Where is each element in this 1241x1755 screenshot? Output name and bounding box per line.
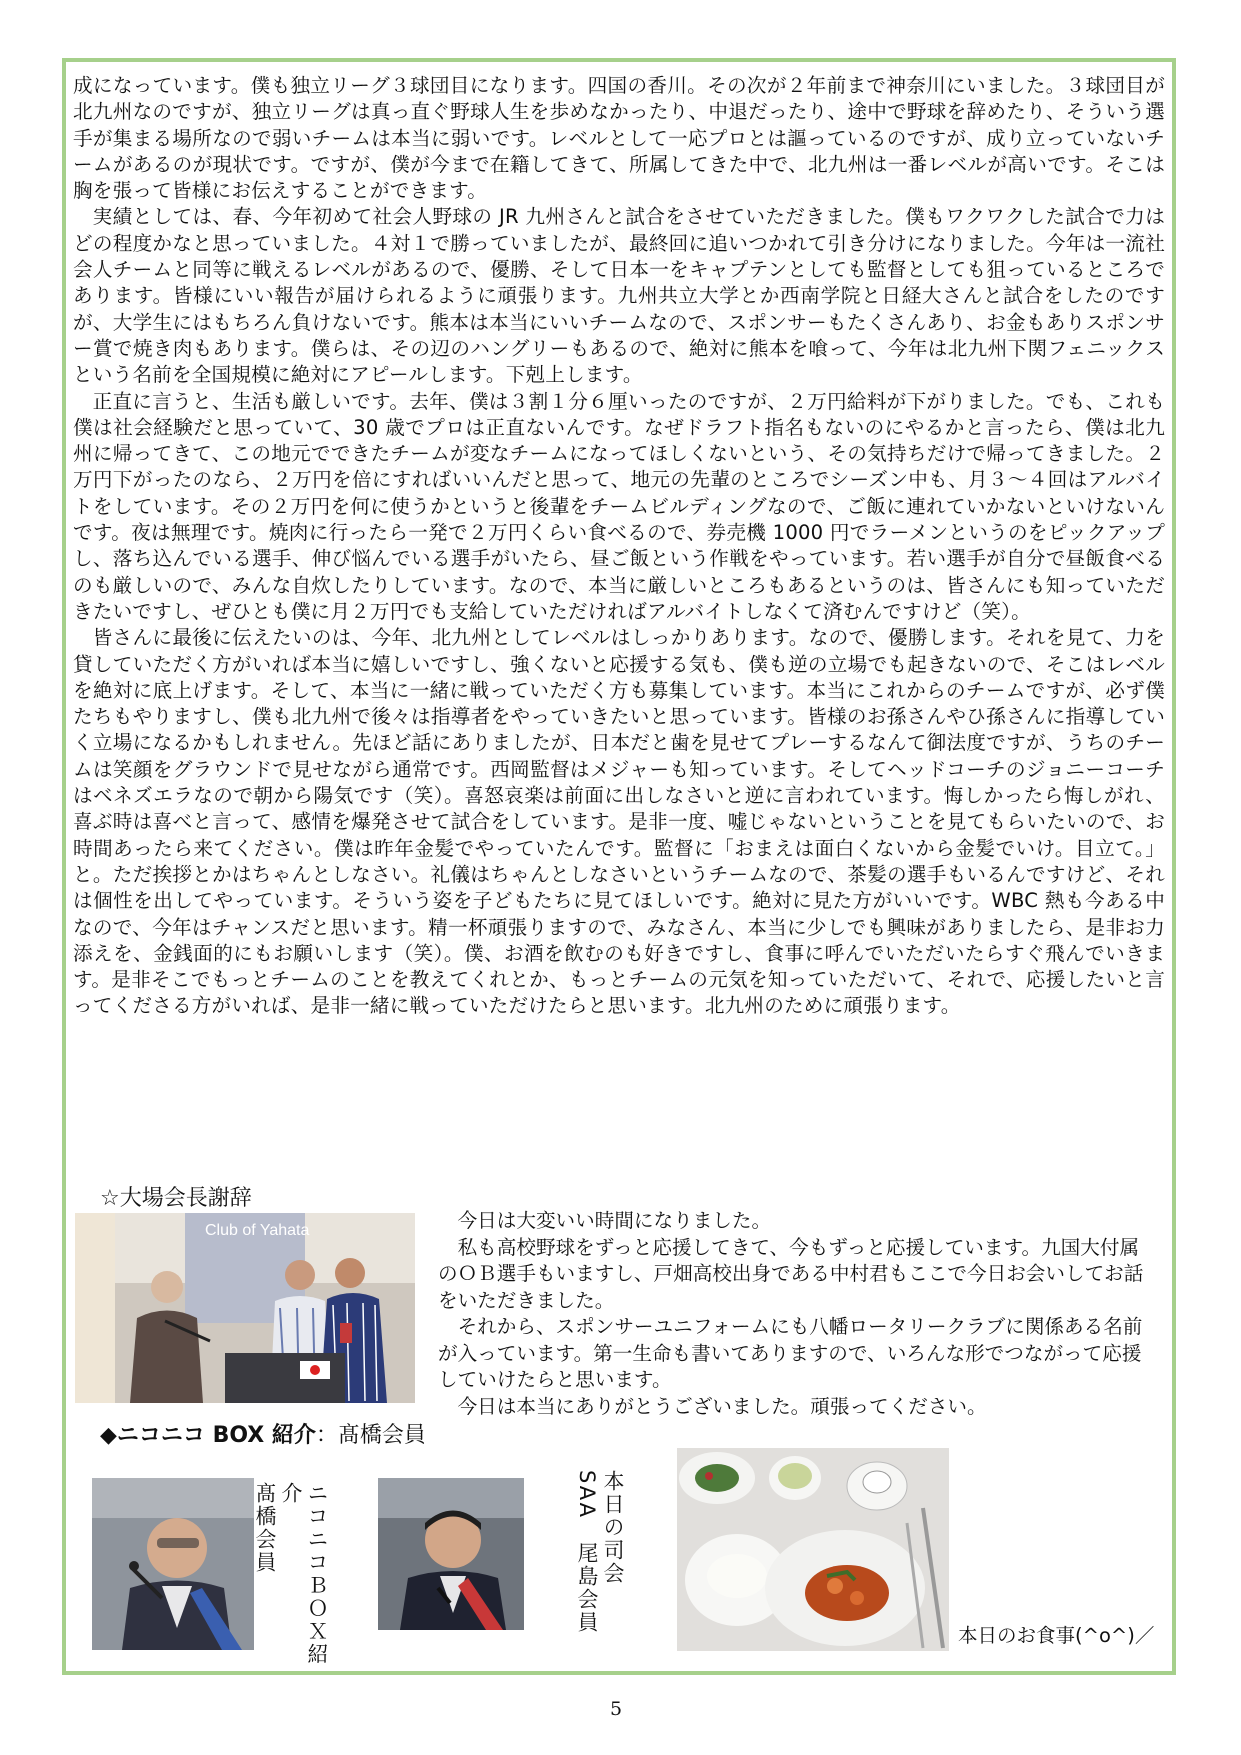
chairman-thanks-photo	[75, 1213, 415, 1403]
article-paragraph-3: 正直に言うと、生活も厳しいです。去年、僕は３割１分６厘いったのですが、２万円給料が下がりました。でも、これも僕は社会経験だと思っていて、30 歳でプロは正直ないんです。なぜドラフト指名もないのにやるかと言ったら、僕は北九州に帰ってきて、この地元でできたチームが変なチームになってほしくないという、その気持ちだけで帰ってきました。２万円下がったのなら、２万円を倍にすればいいんだと思って、地元の先輩のところでシーズン中も、月３〜４回はアルバイトをしています。その２万円を何に使うかというと後輩をチームビルディングなので、ご飯に連れていかないといけないんです。夜は無理です。焼肉に行ったら一発で２万円くらい食べるので、券売機 1000 円でラーメンというのをピックアップし、落ち込んでいる選手、伸び悩んでいる選手がいたら、昼ご飯という作戦をやっています。若い選手が自分で昼飯食べるのも厳しいので、みんな自炊したりしています。なので、本当に厳しいところもあるというのは、皆さんにも知っていただきたいですし、ぜひとも僕に月２万円でも支給していただければアルバイトしなくて済むんですけど（笑）。	[73, 389, 1165, 623]
ojima-caption-line1: 本日の司会	[601, 1470, 625, 1585]
niko-box-heading-bold: ◆ニコニコ BOX 紹介	[100, 1423, 316, 1448]
takahashi-caption-line1: ニコニコＢＯＸ紹介	[279, 1482, 329, 1666]
chairman-speech	[438, 1208, 1158, 1420]
niko-box-heading	[100, 1418, 426, 1449]
speech-paragraph-1: 今日は大変いい時間になりました。	[457, 1209, 772, 1232]
thanks-heading: ☆大場会長謝辞	[100, 1186, 252, 1211]
ojima-photo	[378, 1478, 524, 1630]
article-paragraph-4: 皆さんに最後に伝えたいのは、今年、北九州としてレベルはしっかりあります。なので、優勝します。それを見て、力を貸していただく方がいれば本当に嬉しいですし、強くないと応援する気も、僕も逆の立場でも起きないので、そこはレベルを絶対に底上げます。そして、本当に一緒に戦っていただく方も募集しています。本当にこれからのチームですが、必ず僕たちもやりますし、僕も北九州で後々は指導者をやっていきたいと思っています。皆様のお孫さんやひ孫さんに指導していく立場になるかもしれません。先ほど話にありましたが、日本だと歯を見せてプレーするなんて御法度ですが、うちのチームは笑顔をグラウンドで見せながら通常です。西岡監督はメジャーも知っています。そしてヘッドコーチのジョニーコーチはベネズエラなので朝から陽気です（笑）。喜怒哀楽は前面に出しなさいと逆に言われています。悔しかったら悔しがれ、喜ぶ時は喜べと言って、感情を爆発させて試合をしています。是非一度、嘘じゃないということを見てもらいたいので、お時間あったら来てください。僕は昨年金髪でやっていたんです。監督に「おまえは面白くないから金髪でいけ。目立て。」と。ただ挨拶とかはちゃんとしなさい。礼儀はちゃんとしなさいというチームなので、茶髪の選手もいるんですけど、それは個性を出してやっています。そういう姿を子どもたちに見てほしいです。絶対に見た方がいいです。WBC 熱も今ある中なので、今年はチャンスだと思います。精一杯頑張りますので、みなさん、本当に少しでも興味がありましたら、是非お力添えを、金銭面的にもお願いします（笑）。僕、お酒を飲むのも好きですし、食事に呼んでいただいたらすぐ飛んでいきます。是非そこでもっとチームのことを教えてくれとか、もっとチームの元気を知っていただいて、それで、応援したいと言ってくださる方がいれば、是非一緒に戦っていただけたらと思います。北九州のために頑張ります。	[73, 626, 1165, 1018]
article-paragraph-2: 実績としては、春、今年初めて社会人野球の JR 九州さんと試合をさせていただきました。僕もワクワクした試合で力はどの程度かなと思っていました。４対１で勝っていましたが、最終回に追いつかれて引き分けになりました。今年は一流社会人チームと同等に戦えるレベルがあるので、優勝、そして日本一をキャプテンとしても監督としても狙っているところであります。皆様にいい報告が届けられるように頑張ります。九州共立大学とか西南学院と日経大さんと試合をしたのですが、大学生にはもちろん負けないです。熊本は本当にいいチームなので、スポンサーもたくさんあり、お金もありスポンサー賞で焼き肉もあります。僕らは、その辺のハングリーもあるので、絶対に熊本を喰って、今年は北九州下関フェニックスという名前を全国規模に絶対にアピールします。下剋上します。	[73, 205, 1165, 387]
article-paragraph-1: 成になっています。僕も独立リーグ３球団目になります。四国の香川。その次が２年前まで神奈川にいました。３球団目が北九州なのですが、独立リーグは真っ直ぐ野球人生を歩めなかったり、中退だったり、途中で野球を辞めたり、そういう選手が集まる場所なので弱いチームは本当に弱いです。レベルとして一応プロとは謳っているのですが、成り立っていないチームがあるのが現状です。ですが、僕が今まで在籍してきて、所属してきた中で、北九州は一番レベルが高いです。そこは胸を張って皆様にお伝えすることができます。	[73, 74, 1166, 203]
takahashi-caption	[253, 1482, 330, 1682]
article-body	[73, 73, 1165, 1020]
speech-paragraph-3: それから、スポンサーユニフォームにも八幡ロータリークラブに関係ある名前が入っています。第一生命も書いてありますので、いろんな形でつながって応援していけたらと思います。	[438, 1315, 1143, 1391]
ojima-caption	[556, 1470, 626, 1680]
niko-box-heading-rest: ：髙橋会員	[315, 1423, 426, 1448]
club-sign-text: Club of Yahata	[205, 1222, 310, 1239]
speech-paragraph-2: 私も高校野球をずっと応援してきて、今もずっと応援しています。九国大付属のＯＢ選手もいますし、戸畑高校出身である中村君もここで今日お会いしてお話をいただきました。	[438, 1235, 1144, 1312]
takahashi-photo	[92, 1478, 254, 1650]
speech-paragraph-4: 今日は本当にありがとうございました。頑張ってください。	[457, 1394, 987, 1418]
takahashi-caption-line2: 髙橋会員	[253, 1482, 277, 1574]
meal-photo	[677, 1448, 949, 1651]
ojima-caption-line2: SAA 尾島会員	[575, 1470, 599, 1635]
meal-caption: 本日のお食事(^o^)／	[958, 1624, 1155, 1647]
page-number: 5	[610, 1698, 623, 1720]
